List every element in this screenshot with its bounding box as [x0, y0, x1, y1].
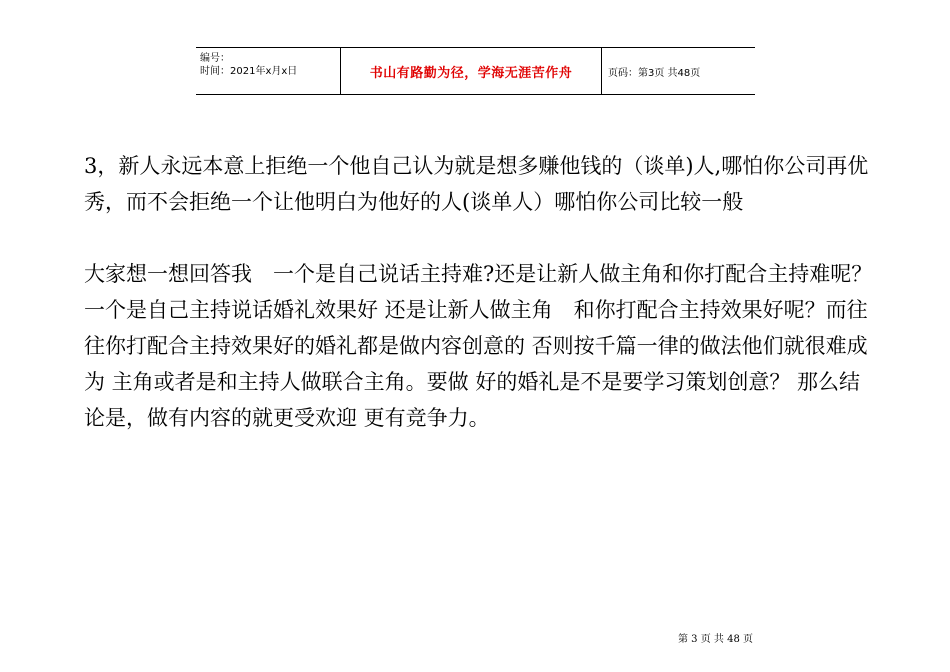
number-label: 编号：	[200, 53, 230, 64]
time-label: 时间：2021年x月x日	[200, 66, 298, 77]
header-motto: 书山有路勤为径，学海无涯苦作舟	[340, 48, 602, 94]
page-header	[196, 47, 755, 95]
document-body	[84, 148, 874, 436]
header-meta	[196, 48, 340, 94]
paragraph-2: 大家想一想回答我 一个是自己说话主持难?还是让新人做主角和你打配合主持难呢？一个是自己主持说话婚礼效果好 还是让新人做主角 和你打配合主持效果好呢？而往往你打配合主持效果好的婚礼都是做内容创意的 否则按千篇一律的做法他们就很难成为 主角或者是和主持人做联合主角。要做 好的婚礼是不是要学习策划创意？ 那么结论是，做有内容的就更受欢迎 更有竞争力。	[84, 262, 873, 430]
page-footer: 第 3 页 共 48 页	[678, 634, 753, 645]
paragraph-1: 3，新人永远本意上拒绝一个他自己认为就是想多赚他钱的（谈单)人,哪怕你公司再优秀，而不会拒绝一个让他明白为他好的人(谈单人）哪怕你公司比较一般	[84, 154, 869, 214]
header-page-label: 页码：第3页 共48页	[608, 67, 701, 79]
